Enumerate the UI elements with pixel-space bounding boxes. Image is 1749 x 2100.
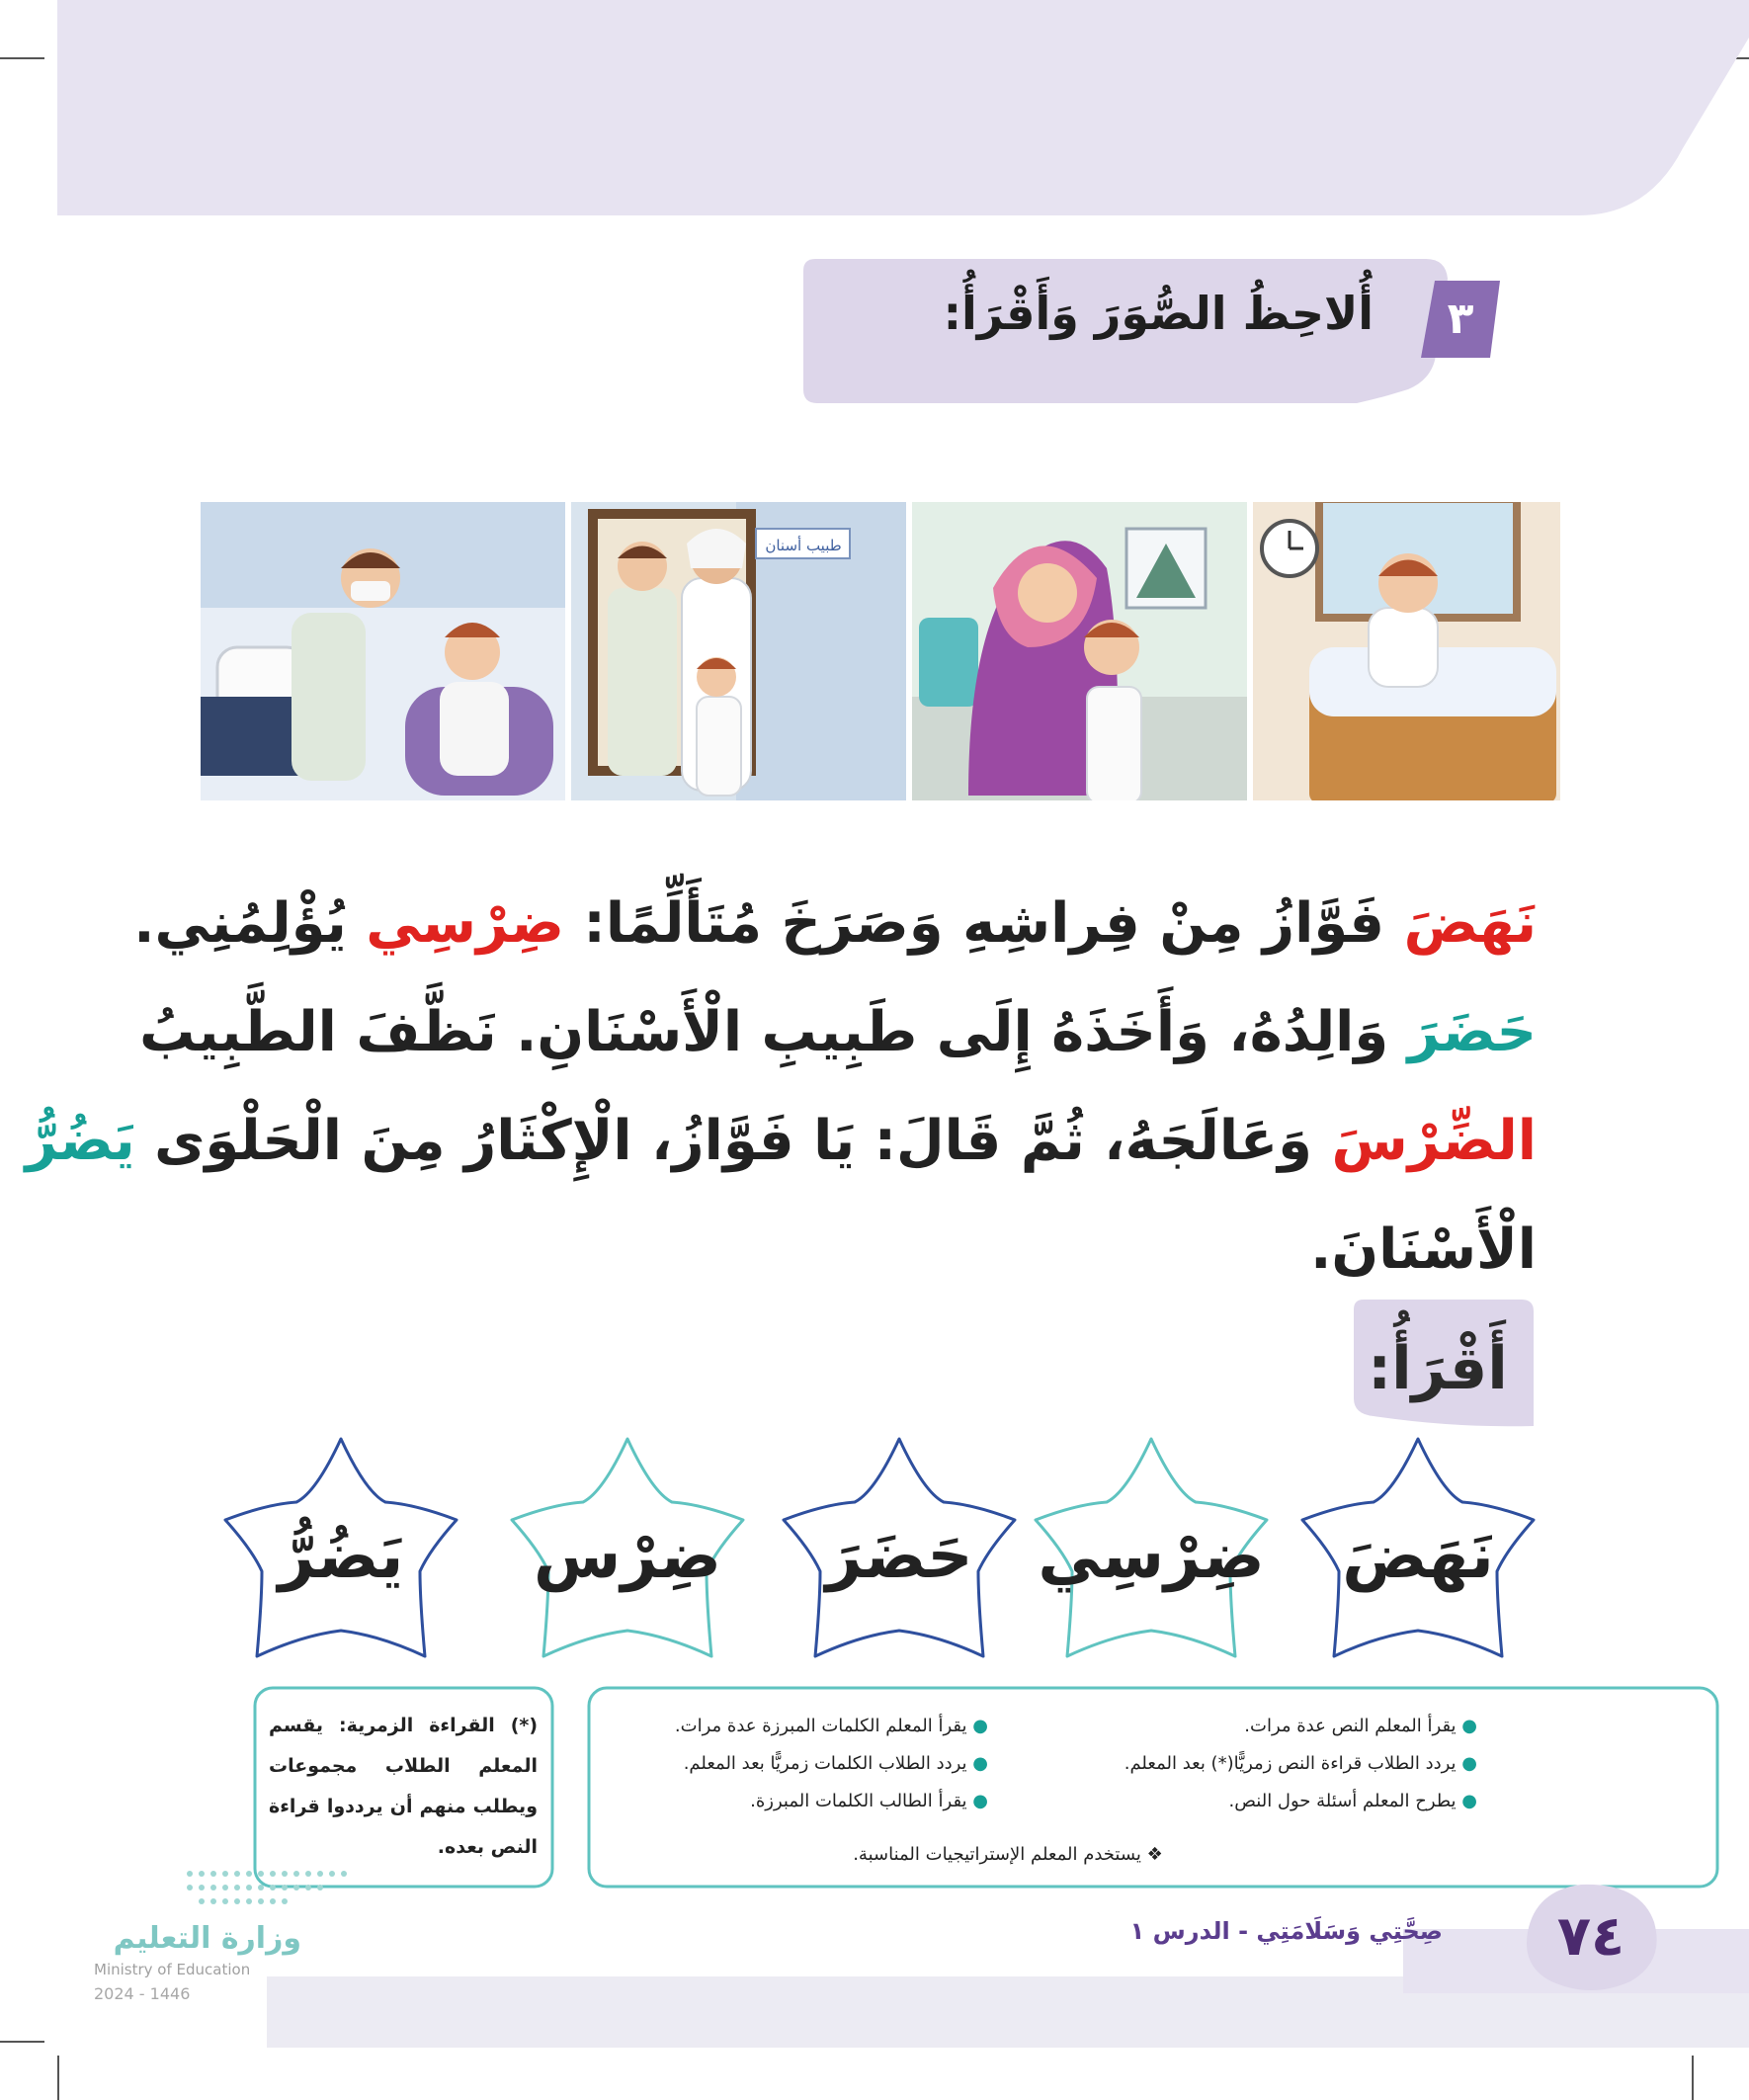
section-title: أُلاحِظُ الصُّوَرَ وَأَقْرَأُ: [943, 287, 1374, 340]
dentist-sign: طبيب أسنان [765, 537, 842, 554]
story-fragment: وَعَالَجَهُ، ثُمَّ قَالَ: يَا فَوَّازُ، الْإِكْثَارُ مِنَ الْحَلْوَى [134, 1109, 1332, 1173]
word-hadara: حَضَرَ [825, 1520, 973, 1593]
word-dirs: ضِرْس [534, 1520, 721, 1593]
picture-mother [909, 499, 1250, 803]
ministry-name-en: Ministry of Education [94, 1961, 251, 1978]
section-number: ٣ [1447, 294, 1474, 344]
page-number: ٧٤ [1556, 1904, 1625, 1969]
story-pictures [198, 499, 1563, 803]
story-text [25, 870, 1537, 1304]
teacher-notes-column-1 [1042, 1716, 1477, 1828]
crop-mark [1692, 2056, 1694, 2100]
strategy-note: ❖ يستخدم المعلم الإستراتيجيات المناسبة. [853, 1844, 1163, 1865]
crop-mark [0, 57, 44, 59]
lesson-title: صِحَّتِي وَسَلَامَتِي - الدرس ١ [1129, 1917, 1443, 1945]
word-star-2 [1028, 1433, 1275, 1662]
highlight-word: حَضَرَ [1407, 1000, 1537, 1064]
teacher-notes-column-2 [593, 1716, 988, 1828]
word-star-5 [217, 1433, 464, 1662]
story-fragment: يُؤْلِمُنِي. [133, 891, 367, 956]
word-star-1 [1294, 1433, 1541, 1662]
crop-mark [57, 2056, 59, 2100]
story-line-2 [139, 978, 1537, 1087]
note-item: ● يطرح المعلم أسئلة حول النص. [1228, 1791, 1477, 1811]
story-fragment: الْأَسْنَانَ. [1310, 1218, 1537, 1282]
story-fragment: فَوَّازُ مِنْ فِراشِهِ وَصَرَخَ مُتَأَلِّمًا: [563, 891, 1404, 956]
note-item: ● يقرأ الطالب الكلمات المبرزة. [750, 1791, 988, 1811]
word-yadurru: يَضُرُّ [278, 1520, 404, 1593]
highlight-word: الضِّرْسَ [1331, 1109, 1537, 1173]
highlight-word: ضِرْسِي [366, 891, 564, 956]
picture-dentist [198, 499, 568, 803]
edition-year: 2024 - 1446 [94, 1984, 191, 2003]
ministry-logo-dots [180, 1864, 358, 1918]
word-dirsi: ضِرْسِي [1038, 1520, 1265, 1593]
zamri-note: (*) القراءة الزمرية: يقسم المعلم الطلاب مجموعات ويطلب منهم أن يرددوا قراءة النص بعده. [269, 1715, 538, 1858]
crop-mark [0, 2041, 44, 2043]
note-item: ● يقرأ المعلم النص عدة مرات. [1244, 1716, 1477, 1736]
word-star-3 [776, 1433, 1023, 1662]
ministry-name-ar: وزارة التعليم [113, 1921, 301, 1956]
top-band [57, 0, 1749, 215]
read-label: أَقْرَأُ: [1368, 1334, 1508, 1403]
note-item: ● يردد الطلاب قراءة النص زمريًّا(*) بعد المعلم. [1124, 1753, 1477, 1774]
highlight-word: نَهَضَ [1403, 891, 1537, 956]
story-line-3 [25, 1087, 1537, 1196]
word-star-4 [504, 1433, 751, 1662]
story-line-4 [193, 1196, 1537, 1304]
story-line-1 [133, 870, 1537, 978]
note-item: ● يردد الطلاب الكلمات زمريًّا بعد المعلم. [683, 1753, 988, 1774]
story-fragment: وَالِدُهُ، وَأَخَذَهُ إِلَى طَبِيبِ الْأَسْنَانِ. نَظَّفَ الطَّبِيبُ [139, 1000, 1408, 1064]
picture-bed [1250, 499, 1563, 803]
highlight-word: يَضُرُّ [25, 1109, 135, 1173]
picture-dentist-door [568, 499, 909, 803]
word-nahada: نَهَضَ [1342, 1520, 1494, 1593]
note-item: ● يقرأ المعلم الكلمات المبرزة عدة مرات. [674, 1716, 988, 1736]
